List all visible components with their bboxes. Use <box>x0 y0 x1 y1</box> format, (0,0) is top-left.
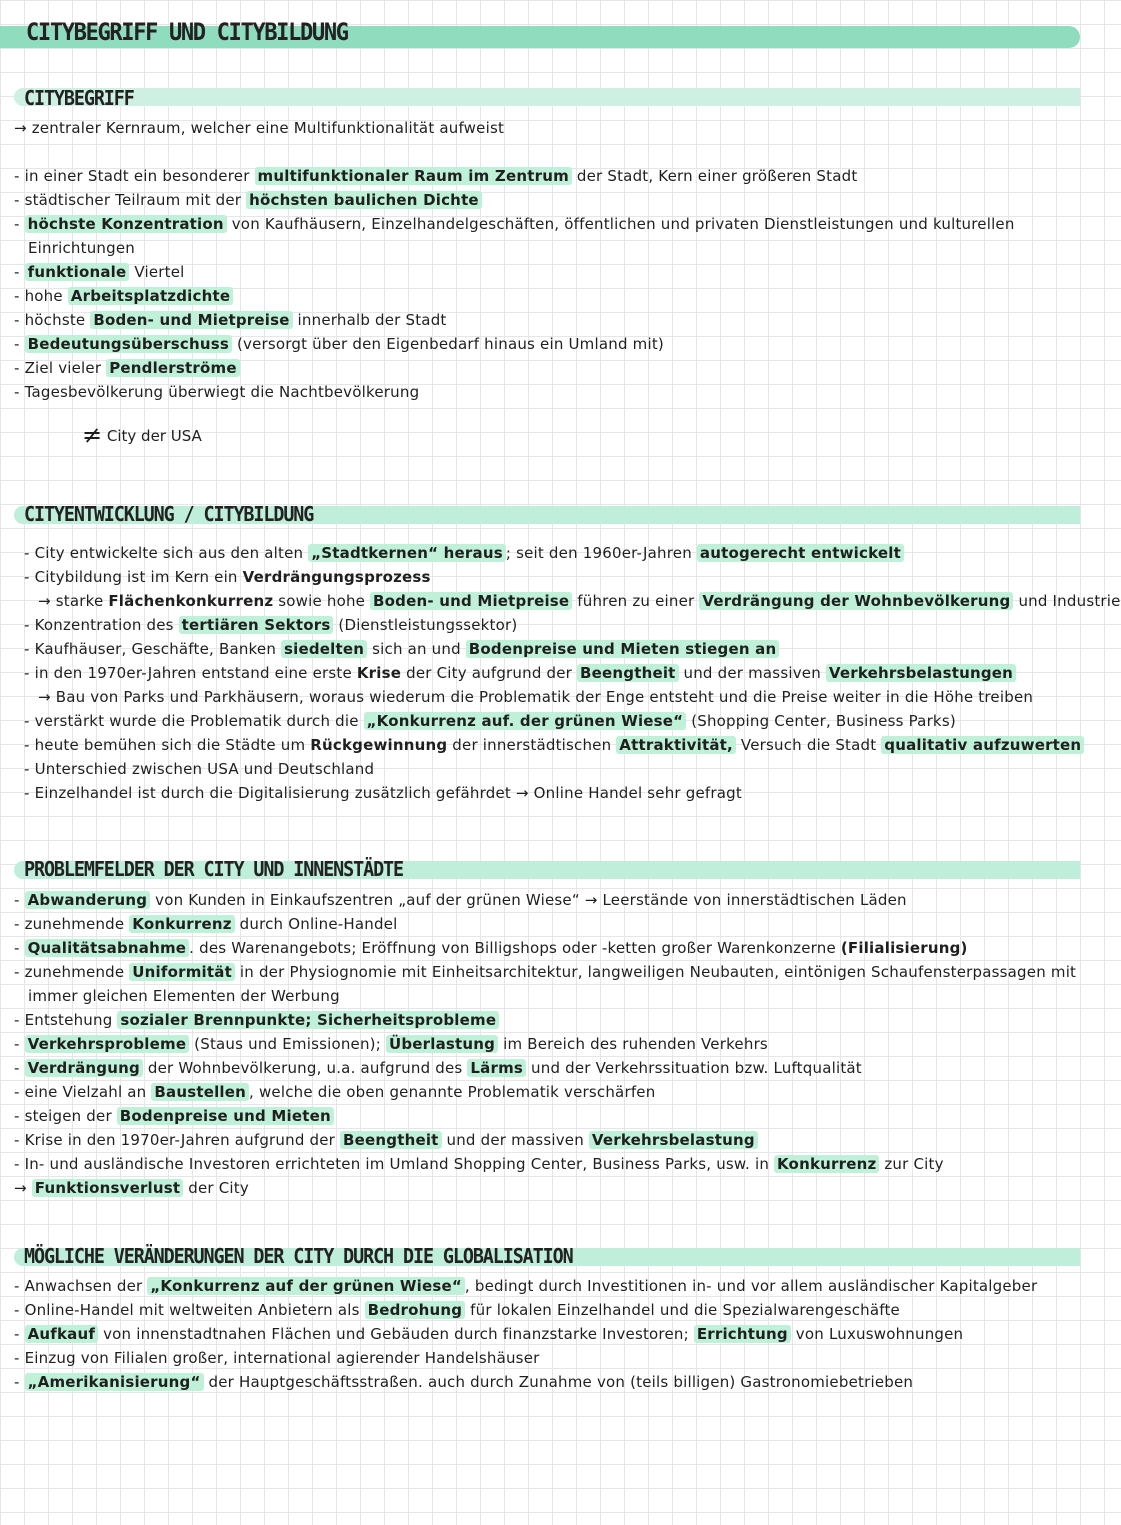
list-item <box>0 1104 1080 1128</box>
list-item <box>0 212 1080 236</box>
text-segment: - Anwachsen der <box>14 1277 148 1295</box>
highlighted-term: Bedeutungsüberschuss <box>25 335 232 353</box>
text-segment: von innenstadtnahen Flächen und Gebäuden durch finanzstarke Investoren; <box>98 1325 694 1343</box>
list-item <box>0 661 1080 685</box>
list-item <box>0 613 1080 637</box>
list-item <box>0 236 1080 260</box>
list-item <box>0 781 1080 805</box>
list-item <box>0 1008 1080 1032</box>
highlighted-term: siedelten <box>281 640 367 658</box>
highlighted-term: höchsten baulichen Dichte <box>246 191 482 209</box>
list-item <box>0 356 1080 380</box>
highlighted-term: Baustellen <box>151 1083 249 1101</box>
note-text: City der USA <box>106 427 202 445</box>
text-segment: für lokalen Einzelhandel und die Spezialwarengeschäfte <box>465 1301 900 1319</box>
text-segment: - <box>14 1059 25 1077</box>
list-item <box>0 1128 1080 1152</box>
text-segment: - City entwickelte sich aus den alten <box>24 544 309 562</box>
highlighted-term: Arbeitsplatzdichte <box>68 287 233 305</box>
text-segment: immer gleichen Elementen der Werbung <box>28 987 340 1005</box>
text-segment: → <box>14 1179 32 1197</box>
highlighted-term: Bodenpreise und Mieten <box>117 1107 334 1125</box>
text-segment: in der Physiognomie mit Einheitsarchitektur, langweiligen Neubauten, eintönigen Schaufensterpassagen mit <box>234 963 1077 981</box>
text-segment: von Kunden in Einkaufszentren „auf der grünen Wiese“ → Leerstände von innerstädtischen Läden <box>150 891 907 909</box>
text-segment: - Unterschied zwischen USA und Deutschland <box>24 760 375 778</box>
highlighted-term: „Stadtkernen“ heraus <box>308 544 506 562</box>
bold-term: Krise <box>356 664 402 682</box>
list-item <box>0 541 1080 565</box>
text-segment: - <box>14 1325 25 1343</box>
highlighted-term: funktionale <box>25 263 130 281</box>
text-segment: im Bereich des ruhenden Verkehrs <box>498 1035 768 1053</box>
text-segment: - Einzug von Filialen großer, international agierender Handelshäuser <box>14 1349 540 1367</box>
text-segment: - Konzentration des <box>24 616 179 634</box>
section-body-citybegriff <box>0 116 1080 404</box>
text-segment: führen zu einer <box>572 592 700 610</box>
section-title-cityentwicklung: CITYENTWICKLUNG / CITYBILDUNG <box>24 502 314 526</box>
highlighted-term: „Konkurrenz auf. der grünen Wiese“ <box>364 712 687 730</box>
text-segment: innerhalb der Stadt <box>292 311 447 329</box>
highlighted-term: Konkurrenz <box>774 1155 879 1173</box>
text-segment: . des Warenangebots; Eröffnung von Billigshops oder -ketten großer Warenkonzerne <box>189 939 841 957</box>
text-segment: der Stadt, Kern einer größeren Stadt <box>571 167 858 185</box>
text-segment: der City aufgrund der <box>401 664 578 682</box>
list-item <box>0 308 1080 332</box>
highlighted-term: Boden- und Mietpreise <box>370 592 572 610</box>
highlighted-term: qualitativ aufzuwerten <box>881 736 1084 754</box>
list-item <box>0 1176 1080 1200</box>
text-segment: - <box>14 335 25 353</box>
note-line <box>82 420 202 450</box>
bold-term: Verdrängungsprozess <box>242 568 431 586</box>
highlighted-term: Bodenpreise und Mieten stiegen an <box>466 640 780 658</box>
highlighted-term: Verkehrsprobleme <box>25 1035 190 1053</box>
list-item <box>0 1152 1080 1176</box>
text-segment: (Dienstleistungssektor) <box>333 616 518 634</box>
highlighted-term: Verkehrsbelastung <box>589 1131 758 1149</box>
not-equal-symbol: ≠ <box>82 421 103 449</box>
text-segment: - Online-Handel mit weltweiten Anbietern als <box>14 1301 365 1319</box>
highlighted-term: höchste Konzentration <box>25 215 227 233</box>
text-segment: durch Online-Handel <box>234 915 398 933</box>
text-segment: Viertel <box>129 263 185 281</box>
text-segment: - heute bemühen sich die Städte um <box>24 736 311 754</box>
section-title-problemfelder: PROBLEMFELDER DER CITY UND INNENSTÄDTE <box>24 857 404 881</box>
text-segment: und der massiven <box>678 664 826 682</box>
text-segment: - eine Vielzahl an <box>14 1083 152 1101</box>
text-segment: - <box>14 891 25 909</box>
bold-term: Rückgewinnung <box>310 736 448 754</box>
bold-term: Flächenkonkurrenz <box>108 592 274 610</box>
text-segment: → starke <box>38 592 109 610</box>
list-item <box>0 1322 1080 1346</box>
text-segment: → Bau von Parks und Parkhäusern, woraus wiederum die Problematik der Enge entsteht und die Preise weiter in die Höhe treiben <box>38 688 1034 706</box>
highlighted-term: autogerecht entwickelt <box>697 544 904 562</box>
highlighted-term: Qualitätsabnahme <box>25 939 190 957</box>
text-segment: von Luxuswohnungen <box>790 1325 964 1343</box>
highlighted-term: Boden- und Mietpreise <box>90 311 292 329</box>
text-segment: (Shopping Center, Business Parks) <box>686 712 956 730</box>
list-item <box>0 332 1080 356</box>
text-segment: - <box>14 1035 25 1053</box>
text-segment: - hohe <box>14 287 68 305</box>
list-item <box>0 589 1121 613</box>
text-segment: - Einzelhandel ist durch die Digitalisierung zusätzlich gefährdet → Online Handel sehr gefragt <box>24 784 742 802</box>
text-segment: der innerstädtischen <box>447 736 617 754</box>
section-body-globalisation <box>0 1274 1080 1394</box>
highlighted-term: Lärms <box>467 1059 526 1077</box>
list-item <box>0 912 1080 936</box>
text-segment: und der Verkehrssituation bzw. Luftqualität <box>526 1059 862 1077</box>
list-item <box>0 380 1080 404</box>
section-title-globalisation: MÖGLICHE VERÄNDERUNGEN DER CITY DURCH DIE GLOBALISATION <box>24 1244 573 1268</box>
text-segment: - zunehmende <box>14 915 130 933</box>
list-item <box>0 960 1080 984</box>
text-segment: von Kaufhäusern, Einzelhandelgeschäften, öffentlichen und privaten Dienstleistungen und kulturellen <box>226 215 1015 233</box>
text-segment: - <box>14 263 25 281</box>
text-segment: - in den 1970er-Jahren entstand eine erste <box>24 664 357 682</box>
highlighted-term: multifunktionaler Raum im Zentrum <box>255 167 572 185</box>
text-segment: - zunehmende <box>14 963 130 981</box>
list-item <box>0 757 1080 781</box>
highlighted-term: sozialer Brennpunkte; Sicherheitsprobleme <box>117 1011 499 1029</box>
text-segment: sich an und <box>367 640 466 658</box>
list-item <box>0 984 1080 1008</box>
page-title: CITYBEGRIFF UND CITYBILDUNG <box>26 18 348 46</box>
text-segment: - <box>14 939 25 957</box>
text-segment: - In- und ausländische Investoren errichteten im Umland Shopping Center, Business Parks, usw. in <box>14 1155 774 1173</box>
text-segment: - städtischer Teilraum mit der <box>14 191 247 209</box>
text-segment: , bedingt durch Investitionen in- und vor allem ausländischer Kapitalgeber <box>464 1277 1038 1295</box>
list-item <box>0 733 1080 757</box>
text-segment: - Kaufhäuser, Geschäfte, Banken <box>24 640 282 658</box>
list-item <box>0 1274 1080 1298</box>
list-item <box>0 1346 1080 1370</box>
highlighted-term: Errichtung <box>694 1325 791 1343</box>
text-segment: - verstärkt wurde die Problematik durch die <box>24 712 364 730</box>
list-item <box>0 565 1080 589</box>
text-segment: ; seit den 1960er-Jahren <box>505 544 697 562</box>
highlighted-term: Pendlerströme <box>106 359 240 377</box>
text-segment: - <box>14 1373 25 1391</box>
list-item <box>0 1056 1080 1080</box>
highlighted-term: Verdrängung der Wohnbevölkerung <box>699 592 1013 610</box>
text-segment: Versuch die Stadt <box>735 736 882 754</box>
highlighted-term: Funktionsverlust <box>32 1179 184 1197</box>
text-segment: der Hauptgeschäftsstraßen. auch durch Zunahme von (teils billigen) Gastronomiebetrieben <box>203 1373 914 1391</box>
list-item <box>0 140 1080 164</box>
section-title-citybegriff: CITYBEGRIFF <box>24 86 134 110</box>
list-item <box>0 260 1080 284</box>
list-item <box>0 1080 1080 1104</box>
text-segment: - Krise in den 1970er-Jahren aufgrund der <box>14 1131 341 1149</box>
highlighted-term: Konkurrenz <box>129 915 234 933</box>
text-segment: sowie hohe <box>273 592 371 610</box>
text-segment: - Ziel vieler <box>14 359 107 377</box>
text-segment: , welche die oben genannte Problematik verschärfen <box>249 1083 656 1101</box>
text-segment: → zentraler Kernraum, welcher eine Multifunktionalität aufweist <box>14 119 505 137</box>
list-item <box>0 188 1080 212</box>
text-segment: - steigen der <box>14 1107 117 1125</box>
text-segment: der City <box>183 1179 249 1197</box>
list-item <box>0 709 1080 733</box>
list-item <box>0 284 1080 308</box>
text-segment: zur City <box>879 1155 944 1173</box>
highlighted-term: Aufkauf <box>25 1325 99 1343</box>
text-segment: - Entstehung <box>14 1011 118 1029</box>
list-item <box>0 936 1080 960</box>
text-segment: und Industrie <box>1013 592 1121 610</box>
section-body-cityentwicklung <box>0 541 1121 805</box>
text-segment: und der massiven <box>441 1131 589 1149</box>
highlighted-term: Überlastung <box>386 1035 498 1053</box>
text-segment: (Staus und Emissionen); <box>189 1035 386 1053</box>
bold-term: (Filialisierung) <box>840 939 968 957</box>
highlighted-term: Verdrängung <box>25 1059 143 1077</box>
list-item <box>0 637 1080 661</box>
text-segment: Einrichtungen <box>28 239 135 257</box>
highlighted-term: Verkehrsbelastungen <box>826 664 1016 682</box>
list-item <box>0 1370 1080 1394</box>
highlighted-term: Attraktivität, <box>616 736 736 754</box>
list-item <box>0 164 1080 188</box>
list-item <box>0 116 1080 140</box>
highlighted-term: tertiären Sektors <box>179 616 334 634</box>
text-segment: (versorgt über den Eigenbedarf hinaus ein Umland mit) <box>232 335 664 353</box>
list-item <box>0 1298 1080 1322</box>
section-band <box>14 88 1080 106</box>
highlighted-term: Beengtheit <box>577 664 679 682</box>
list-item <box>0 1032 1080 1056</box>
section-body-problemfelder <box>0 888 1080 1200</box>
list-item <box>0 685 1080 709</box>
text-segment: - höchste <box>14 311 91 329</box>
highlighted-term: Beengtheit <box>340 1131 442 1149</box>
highlighted-term: „Amerikanisierung“ <box>25 1373 204 1391</box>
list-item <box>0 888 1080 912</box>
text-segment: - in einer Stadt ein besonderer <box>14 167 255 185</box>
highlighted-term: Uniformität <box>129 963 235 981</box>
text-segment: - Tagesbevölkerung überwiegt die Nachtbevölkerung <box>14 383 420 401</box>
highlighted-term: Bedrohung <box>365 1301 466 1319</box>
text-segment: - Citybildung ist im Kern ein <box>24 568 243 586</box>
text-segment: - <box>14 215 25 233</box>
highlighted-term: Abwanderung <box>25 891 151 909</box>
text-segment: der Wohnbevölkerung, u.a. aufgrund des <box>142 1059 468 1077</box>
highlighted-term: „Konkurrenz auf der grünen Wiese“ <box>147 1277 465 1295</box>
